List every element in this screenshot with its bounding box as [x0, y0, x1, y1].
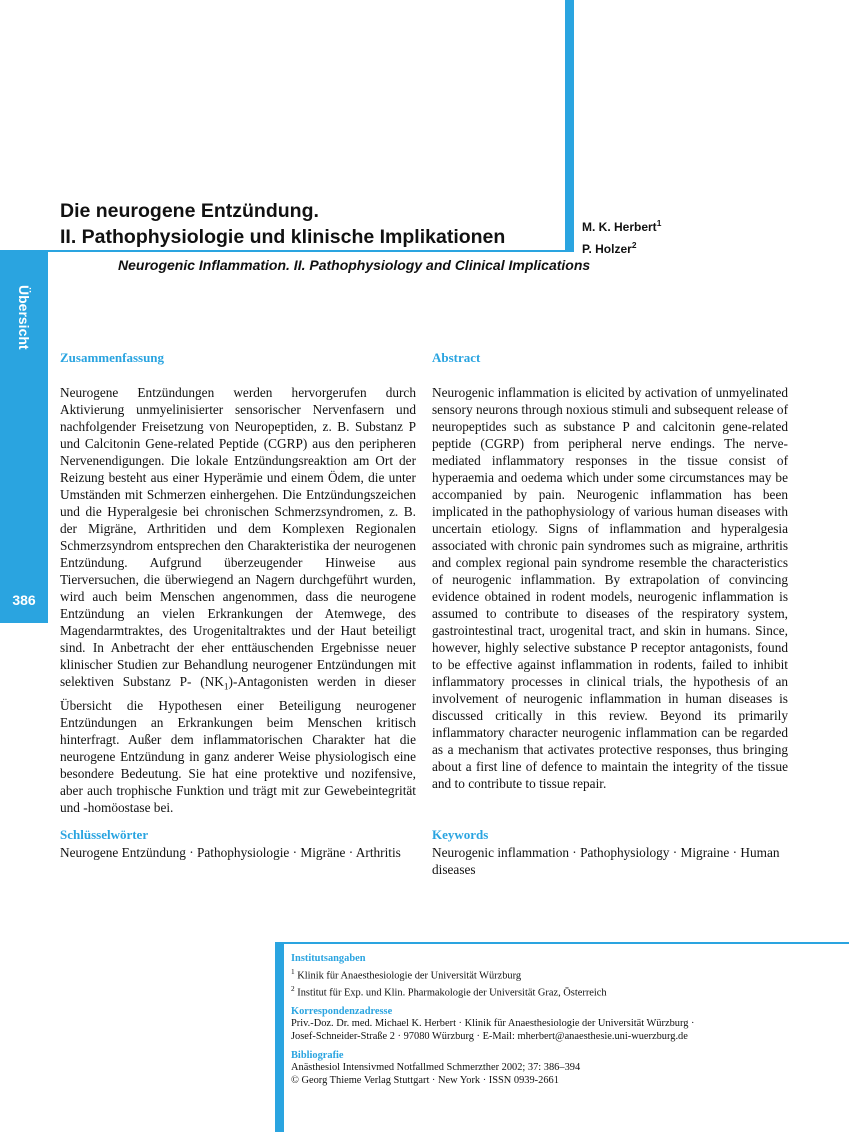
info-box-bar	[275, 942, 284, 1132]
institute-1-number: 1	[291, 967, 295, 976]
german-abstract-text	[60, 384, 416, 816]
english-keywords: Neurogenic inflammation · Pathophysiology · Migraine · Human diseases	[432, 845, 780, 877]
correspondence-block	[291, 1006, 831, 1044]
article-title	[60, 198, 560, 250]
english-keywords-heading: Keywords	[432, 827, 489, 842]
german-abstract-part1: Neurogene Entzündungen werden hervorgerufen durch Aktivierung unmyelinisierter sensorischer Nervenfasern und nachfolgender Freisetzung von Neuropeptiden, z. B. Substanz P und Calcitonin Gene-related Peptide (CGRP) aus den peripheren Nervenendigungen. Die lokale Entzündungsreaktion am Ort der Reizung besteht aus einer Hyperämie und einem Ödem, die unter Umständen mit Schmerzen einhergehen. Die Entzündungszeichen und die Hyperalgesie bei chronischen Schmerzsyndromen, z. B. der Migräne, Arthritiden und dem Komplexen Regionalen Schmerzsyndrom entsprechen den Charakteristika der neurogenen Entzündung. Aufgrund überzeugender Hinweise aus Tierversuchen, die überwiegend an Nagern durchgeführt wurden, wird auch beim Menschen angenommen, dass die neurogene Entzündung an vielen Erkrankungen der Atemwege, des Magendarmtraktes, des Urogenitaltraktes und der Haut beteiligt sind. In Anbetracht der eher enttäuschenden Ergebnisse neuer klinischer Studien zur Behandlung neurogener Entzündungen mit selektiven Substanz P- (NK	[60, 385, 416, 689]
institutes-block	[291, 953, 831, 1000]
english-abstract-text: Neurogenic inflammation is elicited by activation of unmyelinated sensory neurons through noxious stimuli and subsequent release of neuropeptides such as substance P and calcitonin gene-related peptide (CGRP) from peripheral nerve endings. The nerve-mediated inflammatory responses in the tissue consist of hyperaemia and oedema which under some circumstances may be accompanied by pain. Neurogenic inflammation has been implicated in the pathophysiology of various human diseases with uncertain etiology. Signs of inflammation and hyperalgesia associated with chronic pain syndromes such as migraine, arthritis and complex regional pain syndrome resemble the characteristics of neurogenic inflammation. By extrapolation of convincing evidence obtained in rodent models, neurogenic inflammation is assumed to contribute to diseases of the respiratory system, gastrointestinal tract, urogenital tract, and skin in humans. Since, however, highly selective substance P receptor antagonists, found to be effective against inflammation in rodents, failed to inhibit inflammatory processes in clinical trials, the hypothesis of an involvement of neurogenic inflammation in human diseases is discussed critically in this review. Beyond its primarily inflammatory character neurogenic inflammation can be regarded as a mechanism that activates protective responses, thus bringing about a first line of defence to maintain the integrity of the tissue and to contribute to tissue repair.	[432, 385, 789, 791]
author-affiliation: 1	[656, 218, 662, 228]
author	[582, 236, 661, 258]
german-abstract-heading: Zusammenfassung	[60, 350, 165, 365]
author-name: M. K. Herbert	[582, 220, 657, 234]
correspondence-line-1: Priv.-Doz. Dr. med. Michael K. Herbert · Klinik für Anaesthesiologie der Universität Würzburg ·	[291, 1018, 695, 1030]
author	[582, 214, 661, 236]
institute-2	[291, 983, 831, 1000]
correspondence-line-2: Josef-Schneider-Straße 2 · 97080 Würzburg · E-Mail: mherbert@anaesthesie.uni-wuerzburg.de	[291, 1030, 688, 1042]
info-box-rule	[275, 942, 849, 944]
english-abstract-heading: Abstract	[432, 350, 481, 365]
bibliography-line-2: © Georg Thieme Verlag Stuttgart · New York · ISSN 0939-2661	[291, 1074, 559, 1086]
institute-1	[291, 966, 831, 983]
author-name: P. Holzer	[582, 242, 632, 256]
institute-2-name: Institut für Exp. und Klin. Pharmakologie der Universität Graz, Österreich	[297, 987, 607, 999]
title-line-2: II. Pathophysiologie und klinische Implikationen	[60, 226, 506, 248]
german-keywords-heading: Schlüsselwörter	[60, 827, 149, 842]
bibliography-heading: Bibliografie	[291, 1049, 344, 1061]
bibliography-line-1: Anästhesiol Intensivmed Notfallmed Schmerzther 2002; 37: 386–394	[291, 1062, 581, 1074]
author-affiliation: 2	[631, 240, 637, 250]
correspondence-heading: Korrespondenzadresse	[291, 1005, 393, 1017]
institute-2-number: 2	[291, 984, 295, 993]
top-accent-bar	[565, 0, 574, 252]
bibliography-block	[291, 1050, 831, 1088]
info-box	[291, 953, 831, 1093]
section-label: Übersicht	[16, 284, 32, 350]
english-title: Neurogenic Inflammation. II. Pathophysiology and Clinical Implications	[118, 257, 591, 273]
institutes-heading: Institutsangaben	[291, 953, 366, 964]
institute-1-name: Klinik für Anaesthesiologie der Universität Würzburg	[297, 970, 522, 982]
nk-subscript: 1	[223, 682, 229, 693]
author-list	[582, 214, 661, 258]
german-keywords: Neurogene Entzündung · Pathophysiologie · Migräne · Arthritis	[60, 845, 401, 860]
page-number: 386	[12, 592, 36, 608]
title-line-1: Die neurogene Entzündung.	[60, 200, 319, 222]
german-abstract-part2: )-Antagonisten werden in dieser Übersicht die Hypothesen einer Beteiligung neurogener Entzündungen an Erkrankungen beim Menschen kritisch hinterfragt. Außer dem inflammatorischen Charakter hat die neurogene Entzündung in ganz anderer Weise physiologisch eine besondere Bedeutung. Sie hat eine protektive und nozifensive, aber auch trophische Funktion und trägt mit zur Gewebeintegrität und -homöostase bei.	[60, 674, 416, 815]
title-rule	[0, 250, 574, 252]
